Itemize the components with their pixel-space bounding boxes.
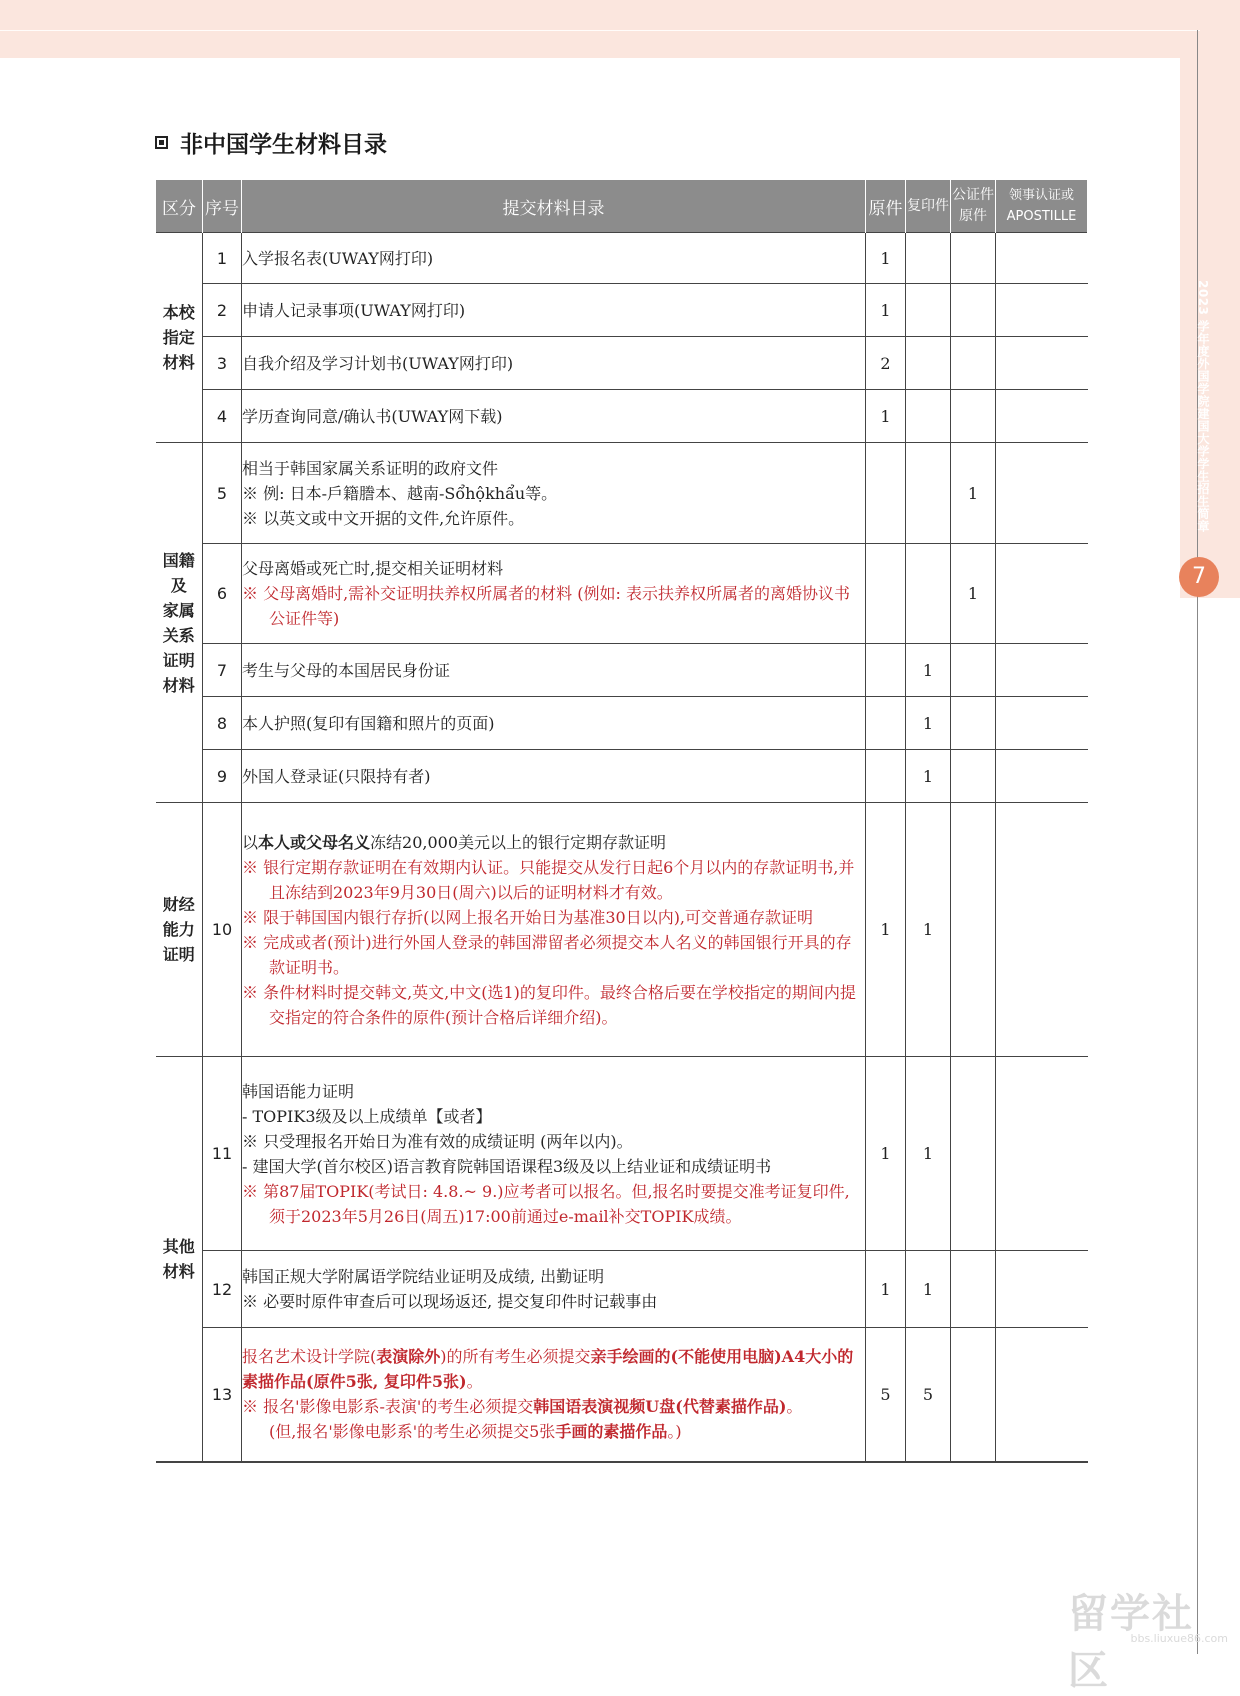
consular-count [996, 443, 1088, 544]
notary-count [951, 337, 996, 390]
category-cell: 国籍 及 家属 关系 证明 材料 [156, 443, 203, 803]
material-description: 韩国语能力证明 - TOPIK3级及以上成绩单【或者】 ※ 只受理报名开始日为准有效的成绩证明 (两年以内)。 - 建国大学(首尔校区)语言教育院韩国语课程3级及以上结业证和成绩证明书 ※ 第87届TOPIK(考试日: 4.8.~ 9.)应考者可以报名。但,报名时要提交准考证复印件,须于2023年5月26日(周五)17:00前通过e-mail补交TOPIK成绩。 [242, 1057, 866, 1251]
copy-count: 1 [906, 1057, 951, 1251]
original-count [866, 443, 906, 544]
square-bullet-icon [155, 136, 168, 149]
table-row [156, 337, 1088, 390]
header-notary: 公证件 原件 [951, 180, 996, 233]
material-description: 韩国正规大学附属语学院结业证明及成绩, 出勤证明 ※ 必要时原件审查后可以现场返还, 提交复印件时记载事由 [242, 1251, 866, 1328]
row-number: 2 [203, 284, 242, 337]
consular-count [996, 1251, 1088, 1328]
section-title [155, 126, 387, 158]
table-row [156, 390, 1088, 443]
notary-count [951, 1328, 996, 1462]
table-row [156, 443, 1088, 544]
table-row [156, 1328, 1088, 1462]
consular-count [996, 697, 1088, 750]
row-number: 4 [203, 390, 242, 443]
original-count [866, 644, 906, 697]
material-description: 学历查询同意/确认书(UWAY网下载) [242, 390, 866, 443]
row-number: 6 [203, 544, 242, 644]
header-materials: 提交材料目录 [242, 180, 866, 233]
category-cell: 其他 材料 [156, 1057, 203, 1462]
copy-count: 1 [906, 1251, 951, 1328]
material-description: 报名艺术设计学院(表演除外)的所有考生必须提交亲手绘画的(不能使用电脑)A4大小的素描作品(原件5张, 复印件5张)。 ※ 报名'影像电影系-表演'的考生必须提交韩国语表演视频U盘(代替素描作品)。 (但,报名'影像电影系'的考生必须提交5张手画的素描作品。) [242, 1328, 866, 1462]
row-number: 9 [203, 750, 242, 803]
consular-count [996, 644, 1088, 697]
copy-count: 1 [906, 803, 951, 1057]
notary-count [951, 1057, 996, 1251]
copy-count: 1 [906, 750, 951, 803]
table-row [156, 697, 1088, 750]
row-number: 10 [203, 803, 242, 1057]
consular-count [996, 750, 1088, 803]
table-row [156, 750, 1088, 803]
header-no: 序号 [203, 180, 242, 233]
notary-count [951, 750, 996, 803]
material-description: 自我介绍及学习计划书(UWAY网打印) [242, 337, 866, 390]
row-number: 11 [203, 1057, 242, 1251]
table-row [156, 1057, 1088, 1251]
row-number: 13 [203, 1328, 242, 1462]
category-cell: 财经 能力 证明 [156, 803, 203, 1057]
notary-count [951, 233, 996, 284]
original-count: 1 [866, 1251, 906, 1328]
notary-count [951, 1251, 996, 1328]
row-number: 7 [203, 644, 242, 697]
row-number: 1 [203, 233, 242, 284]
header-consular: 领事认证或 APOSTILLE [996, 180, 1088, 233]
notary-count: 1 [951, 544, 996, 644]
row-number: 3 [203, 337, 242, 390]
header-original: 原件 [866, 180, 906, 233]
material-description: 本人护照(复印有国籍和照片的页面) [242, 697, 866, 750]
notary-count [951, 697, 996, 750]
copy-count: 1 [906, 697, 951, 750]
original-count [866, 544, 906, 644]
table-row [156, 803, 1088, 1057]
copy-count: 5 [906, 1328, 951, 1462]
notary-count [951, 803, 996, 1057]
material-description: 考生与父母的本国居民身份证 [242, 644, 866, 697]
notary-count [951, 284, 996, 337]
table-row [156, 284, 1088, 337]
copy-count [906, 337, 951, 390]
material-description: 以本人或父母名义冻结20,000美元以上的银行定期存款证明 ※ 银行定期存款证明在有效期内认证。只能提交从发行日起6个月以内的存款证明书,并且冻结到2023年9月30日(周六)以后的证明材料才有效。 ※ 限于韩国国内银行存折(以网上报名开始日为基准30日以内),可交普通存款证明 ※ 完成或者(预计)进行外国人登录的韩国滞留者必须提交本人名义的韩国银行开具的存款证明书。 ※ 条件材料时提交韩文,英文,中文(选1)的复印件。最终合格后要在学校指定的期间内提交指定的符合条件的原件(预计合格后详细介绍)。 [242, 803, 866, 1057]
material-description: 申请人记录事项(UWAY网打印) [242, 284, 866, 337]
original-count: 5 [866, 1328, 906, 1462]
original-count: 1 [866, 1057, 906, 1251]
material-description: 外国人登录证(只限持有者) [242, 750, 866, 803]
copy-count [906, 390, 951, 443]
consular-count [996, 544, 1088, 644]
table-header-row [156, 180, 1088, 233]
section-title-text: 非中国学生材料目录 [180, 131, 387, 158]
original-count: 1 [866, 233, 906, 284]
original-count: 2 [866, 337, 906, 390]
original-count: 1 [866, 390, 906, 443]
consular-count [996, 337, 1088, 390]
consular-count [996, 390, 1088, 443]
row-number: 12 [203, 1251, 242, 1328]
original-count: 1 [866, 803, 906, 1057]
materials-table [155, 180, 1088, 1463]
original-count [866, 750, 906, 803]
material-description: 相当于韩国家属关系证明的政府文件 ※ 例: 日本-戶籍謄本、越南-Sổhộkhẩu等。 ※ 以英文或中文开据的文件,允许原件。 [242, 443, 866, 544]
notary-count [951, 390, 996, 443]
table-row [156, 644, 1088, 697]
copy-count [906, 233, 951, 284]
table-row [156, 544, 1088, 644]
header-copy: 复印件 [906, 180, 951, 233]
table-row [156, 233, 1088, 284]
site-watermark: 留学社区 bbs.liuxue86.com [1068, 1591, 1228, 1694]
notary-count [951, 644, 996, 697]
original-count: 1 [866, 284, 906, 337]
table-row [156, 1251, 1088, 1328]
consular-count [996, 1328, 1088, 1462]
original-count [866, 697, 906, 750]
top-band-divider [0, 30, 1200, 31]
copy-count [906, 544, 951, 644]
row-number: 8 [203, 697, 242, 750]
consular-count [996, 803, 1088, 1057]
row-number: 5 [203, 443, 242, 544]
material-description: 入学报名表(UWAY网打印) [242, 233, 866, 284]
side-running-title: 2023 学年度外国学院建国大学学生招生简章 [1196, 280, 1210, 533]
notary-count: 1 [951, 443, 996, 544]
material-description: 父母离婚或死亡时,提交相关证明材料 ※ 父母离婚时,需补交证明扶养权所属者的材料 (例如: 表示扶养权所属者的离婚协议书公证件等) [242, 544, 866, 644]
copy-count: 1 [906, 644, 951, 697]
top-decorative-band [0, 0, 1240, 58]
page-number-badge: 7 [1179, 557, 1219, 597]
copy-count [906, 284, 951, 337]
consular-count [996, 1057, 1088, 1251]
category-cell: 本校 指定 材料 [156, 233, 203, 443]
consular-count [996, 233, 1088, 284]
consular-count [996, 284, 1088, 337]
right-margin-line [1197, 30, 1198, 1654]
header-category: 区分 [156, 180, 203, 233]
copy-count [906, 443, 951, 544]
